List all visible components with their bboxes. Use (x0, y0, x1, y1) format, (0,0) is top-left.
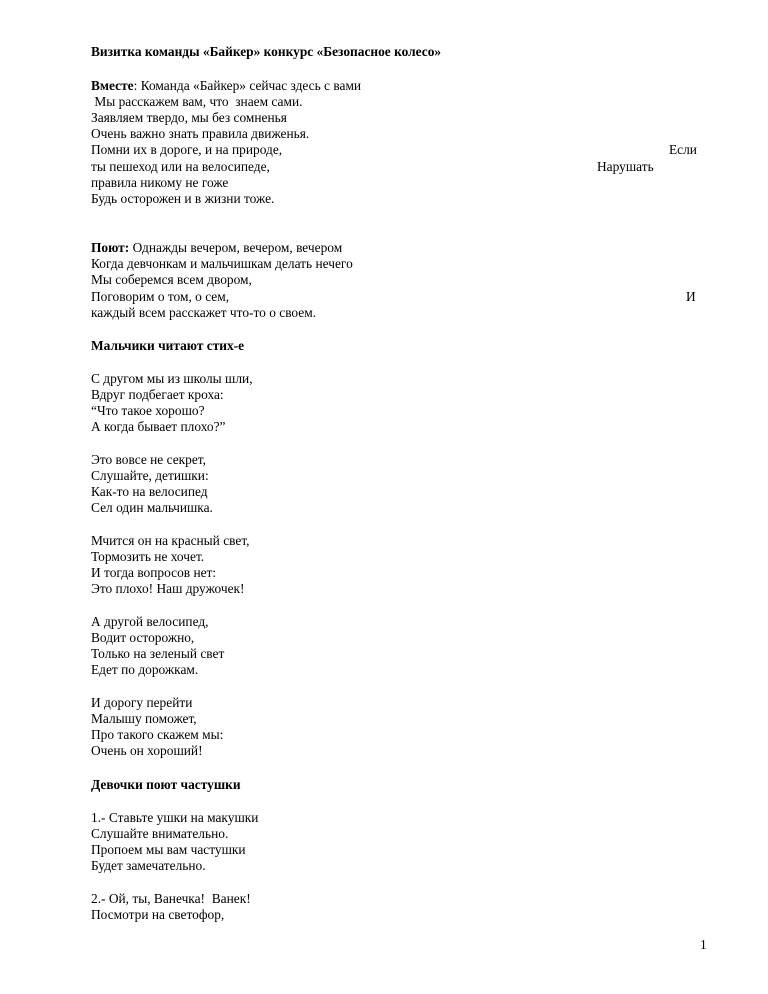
sing-line: Когда девчонкам и мальчишкам делать нечего (91, 256, 353, 271)
poem-line: И тогда вопросов нет: (91, 565, 217, 580)
together-line: Очень важно знать правила движенья. (91, 126, 310, 141)
together-line: Помни их в дороге, и на природе, (91, 142, 283, 157)
together-line: ты пешеход или на велосипеде, (91, 159, 270, 174)
poem-line: Это вовсе не секрет, (91, 452, 206, 467)
ditty-line: Посмотри на светофор, (91, 907, 225, 922)
sing-label: Поют: (91, 240, 130, 255)
sing-line: Мы соберемся всем двором, (91, 272, 252, 287)
boys-heading: Мальчики читают стих-е (91, 338, 245, 353)
together-line: Будь осторожен и в жизни тоже. (91, 191, 275, 206)
poem-line: А когда бывает плохо?” (91, 419, 226, 434)
poem-line: Тормозить не хочет. (91, 549, 205, 564)
ditty-line: Будет замечательно. (91, 858, 206, 873)
together-line: Заявляем твердо, мы без сомненья (91, 110, 287, 125)
page-number: 1 (700, 937, 707, 952)
poem-line: Малышу поможет, (91, 711, 197, 726)
document-title: Визитка команды «Байкер» конкурс «Безопасное колесо» (91, 44, 442, 59)
ditty-line: 2.- Ой, ты, Ванечка! Ванек! (91, 891, 251, 906)
poem-line: Очень он хороший! (91, 743, 203, 758)
poem-line: Водит осторожно, (91, 630, 195, 645)
together-label: Вместе (91, 78, 134, 93)
poem-line: Это плохо! Наш дружочек! (91, 581, 245, 596)
together-line: Мы расскажем вам, что знаем сами. (91, 94, 303, 109)
poem-line: Только на зеленый свет (91, 646, 225, 661)
poem-line: С другом мы из школы шли, (91, 371, 253, 386)
poem-line: Вдруг подбегает кроха: (91, 387, 224, 402)
together-line: правила никому не гоже (91, 175, 229, 190)
girls-heading: Девочки поют частушки (91, 777, 241, 792)
sing-first-line-text: Однажды вечером, вечером, вечером (129, 240, 343, 255)
poem-line: Про такого скажем мы: (91, 727, 224, 742)
poem-line: Сел один мальчишка. (91, 500, 213, 515)
ditty-line: 1.- Ставьте ушки на макушки (91, 810, 259, 825)
poem-line: Как-то на велосипед (91, 484, 208, 499)
ditty-line: Пропоем мы вам частушки (91, 842, 246, 857)
poem-line: Мчится он на красный свет, (91, 533, 250, 548)
poem-line: И дорогу перейти (91, 695, 193, 710)
sing-line: Поговорим о том, о сем, (91, 289, 230, 304)
ditty-line: Слушайте внимательно. (91, 826, 229, 841)
together-first-line (91, 77, 361, 94)
together-right-word-2: Нарушать (597, 159, 654, 174)
poem-line: Едет по дорожкам. (91, 662, 199, 677)
poem-line: “Что такое хорошо? (91, 403, 205, 418)
poem-line: Слушайте, детишки: (91, 468, 209, 483)
together-right-word-1: Если (669, 142, 697, 157)
sing-line: каждый всем расскажет что-то о своем. (91, 305, 317, 320)
sing-right-word: И (686, 289, 696, 304)
sing-first-line (91, 239, 342, 256)
together-first-line-text: : Команда «Байкер» сейчас здесь с вами (133, 78, 362, 93)
poem-line: А другой велосипед, (91, 614, 209, 629)
